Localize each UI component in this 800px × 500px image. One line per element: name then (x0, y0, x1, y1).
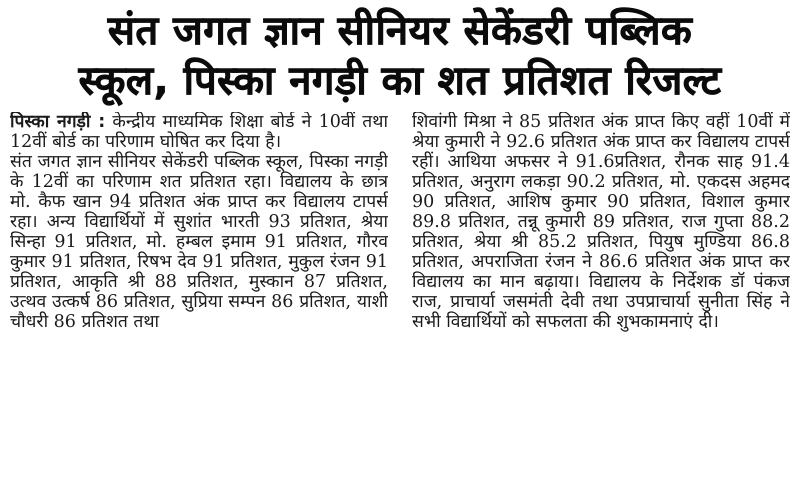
intro-text: केन्द्रीय माध्यमिक शिक्षा बोर्ड ने 10वीं तथा 12वीं बोर्ड का परिणाम घोषित कर दिया है। (10, 112, 388, 152)
intro-paragraph (10, 112, 388, 152)
results-paragraph-10th: शिवांगी मिश्रा ने 85 प्रतिशत अंक प्राप्त किए वहीं 10वीं में श्रेया कुमारी ने 92.6 प्रतिशत अंक प्राप्त कर विद्यालय टापर्स रहीं। आथिया अफसर ने 91.6प्रतिशत, रौनक साह 91.4 प्रतिशत, अनुराग लकड़ा 90.2 प्रतिशत, मो. एकदस अहमद 90 प्रतिशत, आशिष कुमार 90 प्रतिशत, विशाल कुमार 89.8 प्रतिशत, तन्नू कुमारी 89 प्रतिशत, राज गुप्ता 88.2 प्रतिशत, श्रेया श्री 85.2 प्रतिशत, पियुष मुण्डिया 86.8 प्रतिशत, अपराजिता रंजन ने 86.6 प्रतिशत अंक प्राप्त कर विद्यालय का मान बढ़ाया। विद्यालय के निर्देशक डॉ पंकज राज, प्राचार्या जसमंती देवी तथा उपप्राचार्या सुनीता सिंह ने सभी विद्यार्थियों को सफलता की शुभकामनाएं दी। (412, 112, 790, 332)
column-right (412, 112, 790, 497)
headline (10, 6, 790, 106)
dateline: पिस्का नगड़ी : (10, 112, 106, 132)
article-columns (10, 112, 790, 497)
column-left (10, 112, 388, 497)
headline-line-1: संत जगत ज्ञान सीनियर सेकेंडरी पब्लिक (107, 8, 693, 54)
headline-line-2: स्कूल, पिस्का नगड़ी का शत प्रतिशत रिजल्ट (78, 58, 722, 104)
results-paragraph-12th: संत जगत ज्ञान सीनियर सेकेंडरी पब्लिक स्कूल, पिस्का नगड़ी के 12वीं का परिणाम शत प्रतिशत रहा। विद्यालय के छात्र मो. कैफ खान 94 प्रतिशत अंक प्राप्त कर विद्यालय टापर्स रहा। अन्य विद्यार्थियों में सुशांत भारती 93 प्रतिशत, श्रेया सिन्हा 91 प्रतिशत, मो. हम्बल इमाम 91 प्रतिशत, गौरव कुमार 91 प्रतिशत, रिषभ देव 91 प्रतिशत, मुकुल रंजन 91 प्रतिशत, आकृति श्री 88 प्रतिशत, मुस्कान 87 प्रतिशत, उत्थव उत्कर्ष 86 प्रतिशत, सुप्रिया सम्पन 86 प्रतिशत, याशी चौधरी 86 प्रतिशत तथा (10, 152, 388, 332)
